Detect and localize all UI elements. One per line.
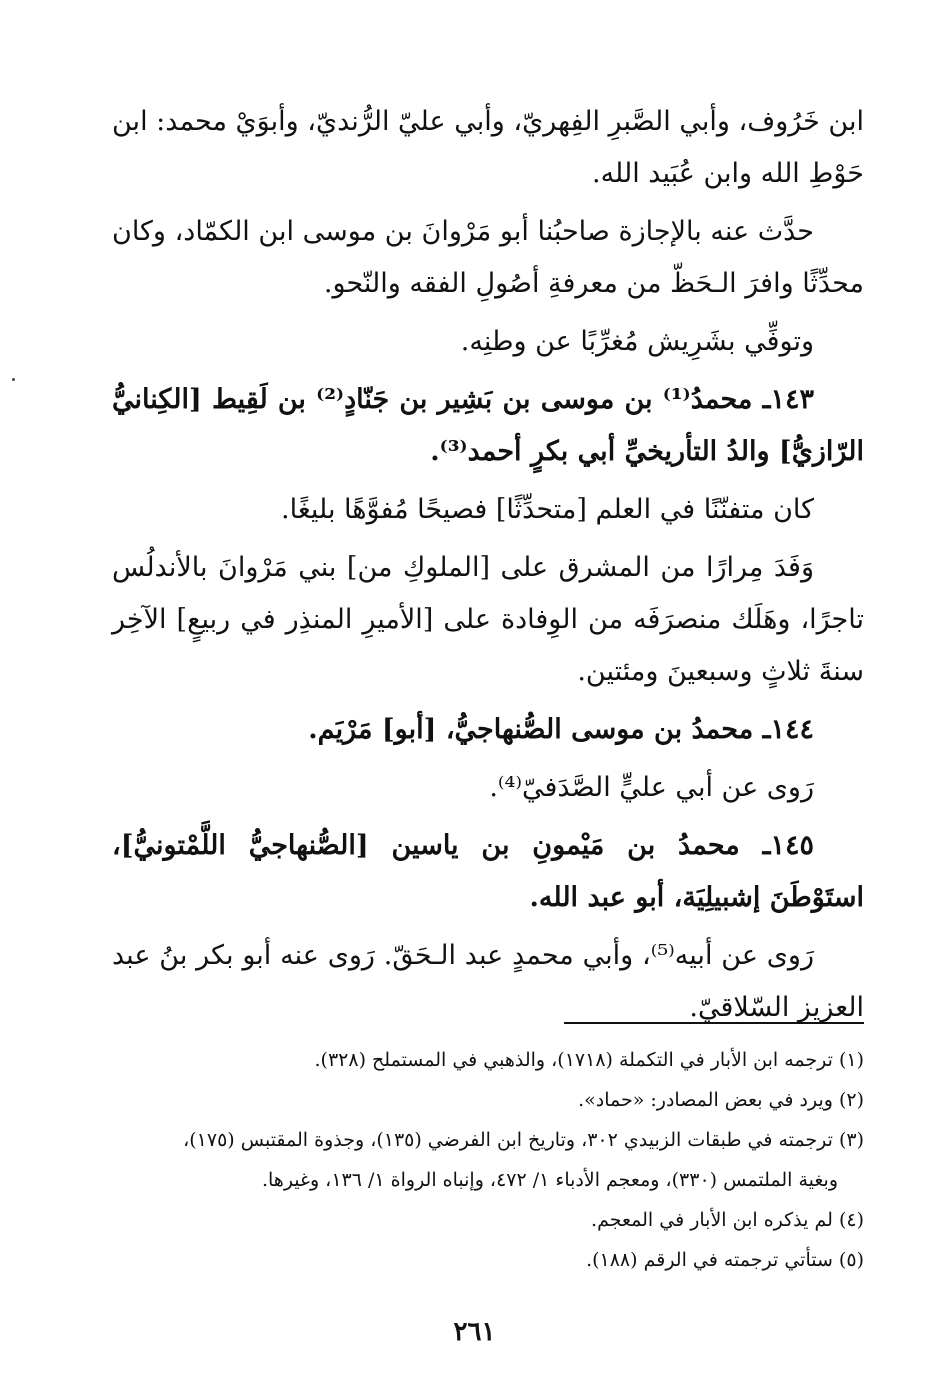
footnotes xyxy=(112,1040,864,1280)
entry-heading-143: ١٤٣ـ محمدُ⁽¹⁾ بن موسى بن بَشِير بن جَنّادٍ⁽²⁾ بن لَقِيط [الكِنانيُّ الرّازيُّ] والدُ التأريخيِّ أبي بكرٍ أحمد⁽³⁾. xyxy=(112,384,864,467)
paragraph-continuation: ابن خَرُوف، وأبي الصَّبرِ الفِهريّ، وأبي عليّ الرُّنديّ، وأبوَيْ محمد: ابن حَوْطِ الله وابن عُبَيد الله. xyxy=(112,106,864,189)
footnote-3-continuation: وبغية الملتمس (٣٣٠)، ومعجم الأدباء ١/ ٤٧٢، وإنباه الرواة ١/ ١٣٦، وغيرها. xyxy=(261,1169,838,1191)
entry-heading-144: ١٤٤ـ محمدُ بن موسى الصُّنهاجيُّ، [أبو] مَرْيَم. xyxy=(308,714,814,745)
paragraph-narrated-by: حدَّث عنه بالإجازة صاحبُنا أبو مَرْوانَ بن موسى ابن الكمّاد، وكان محدِّثًا وافرَ الـحَظّ من معرفةِ أصُولِ الفقه والنّحو. xyxy=(112,216,864,299)
paragraph-entry-144-narration: رَوى عن أبي عليٍّ الصَّدَفيّ⁽⁴⁾. xyxy=(489,772,814,803)
entry-heading-145: ١٤٥ـ محمدُ بن مَيْمونِ بن ياسين [الصُّنهاجيُّ اللَّمْتونيُّ]، استَوْطَنَ إشبيلِيَة، أبو عبد الله. xyxy=(112,830,864,913)
main-text xyxy=(112,96,864,1040)
page-number: ٢٦١ xyxy=(453,1317,496,1347)
paragraph-entry-143-desc: كان متفنّنًا في العلم [متحدِّثًا] فصيحًا مُفوَّهًا بليغًا. xyxy=(281,494,814,525)
footnote-4: (٤) لم يذكره ابن الأبار في المعجم. xyxy=(591,1209,864,1231)
footnote-1: (١) ترجمه ابن الأبار في التكملة (١٧١٨)، والذهبي في المستملح (٣٢٨). xyxy=(314,1049,864,1071)
paragraph-death: وتوفِّي بشَرِيش مُغرِّبًا عن وطنِه. xyxy=(460,326,814,357)
footnote-2: (٢) ويرد في بعض المصادر: «حماد». xyxy=(578,1089,864,1111)
footnote-separator xyxy=(564,1022,864,1024)
paragraph-entry-143-travel: وَفَدَ مِرارًا من المشرق على [الملوكِ من] بني مَرْوانَ بالأندلُس تاجرًا، وهَلَك منصرَفَه من الوِفادة على [الأميرِ المنذِر في ربيعٍ] الآخِر سنةَ ثلاثٍ وسبعينَ ومئتين. xyxy=(112,552,864,687)
paragraph-entry-145-narration: رَوى عن أبيه⁽⁵⁾، وأبي محمدٍ عبد الـحَقّ. رَوى عنه أبو بكر بنُ عبد العزيز السّلاقيّ. xyxy=(112,940,864,1023)
footnote-5: (٥) ستأتي ترجمته في الرقم (١٨٨). xyxy=(586,1249,864,1271)
footnote-3: (٣) ترجمته في طبقات الزبيدي ٣٠٢، وتاريخ ابن الفرضي (١٣٥)، وجذوة المقتبس (١٧٥)، xyxy=(183,1129,864,1151)
scan-speck xyxy=(12,378,15,381)
